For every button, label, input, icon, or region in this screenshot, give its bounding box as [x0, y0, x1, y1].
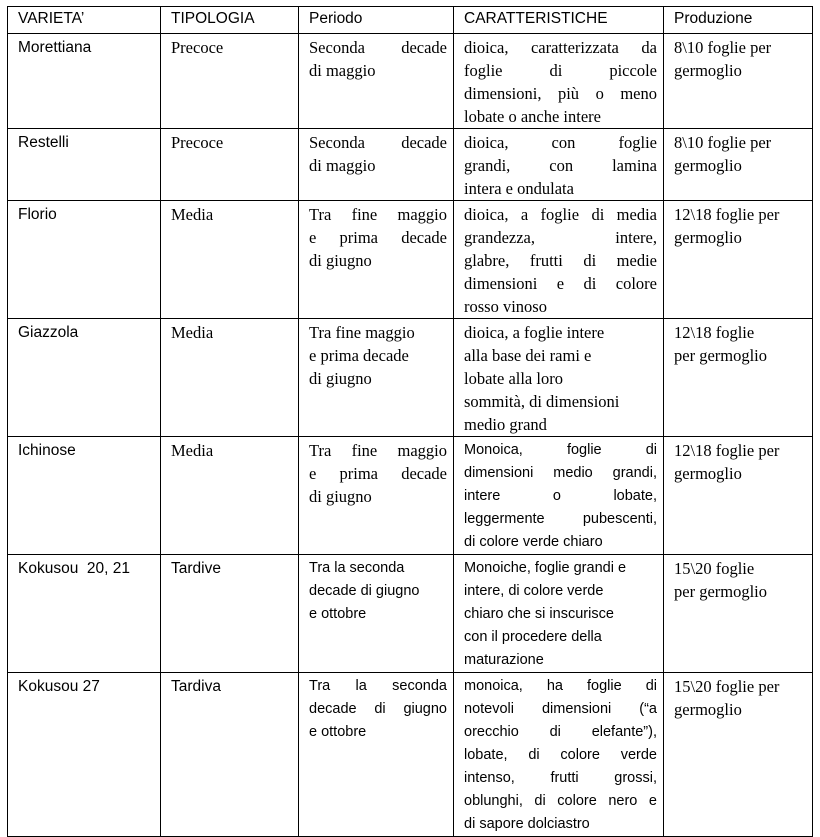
produzione-line: germoglio — [674, 228, 742, 247]
cell-caratteristiche — [454, 555, 664, 673]
table-row — [8, 673, 813, 837]
caratteristiche-line: Monoiche, foglie grandi e — [464, 560, 627, 576]
cell-varieta: Kokusou 20, 21 — [8, 555, 161, 673]
periodo-line: e prima decade — [309, 346, 409, 365]
cell-tipologia: Precoce — [161, 129, 299, 201]
produzione-line: per germoglio — [674, 582, 768, 601]
caratteristiche-line: dioica, caratterizzata da — [464, 38, 657, 57]
table-row — [8, 437, 813, 555]
cell-varieta: Giazzola — [8, 319, 161, 437]
periodo-line: decade di giugno — [309, 701, 447, 717]
cell-varieta: Restelli — [8, 129, 161, 201]
caratteristiche-line: dimensioni, più o meno — [464, 84, 657, 103]
caratteristiche-line: rosso vinoso — [464, 297, 547, 316]
periodo-line: Seconda decade — [309, 133, 447, 152]
cell-varieta: Florio — [8, 201, 161, 319]
cell-produzione — [664, 34, 813, 129]
cell-periodo — [299, 437, 454, 555]
cell-produzione — [664, 201, 813, 319]
cell-periodo — [299, 129, 454, 201]
caratteristiche-line: maturazione — [464, 652, 544, 668]
caratteristiche-line: lobate alla loro — [464, 369, 563, 388]
table-row — [8, 34, 813, 129]
table-row — [8, 319, 813, 437]
periodo-line: di maggio — [309, 156, 376, 175]
caratteristiche-line: orecchio di elefante”), — [464, 724, 657, 740]
periodo-line: Tra la seconda — [309, 678, 447, 694]
caratteristiche-line: chiaro che si inscurisce — [464, 606, 614, 622]
caratteristiche-line: dioica, con foglie — [464, 133, 657, 152]
caratteristiche-line: grandezza, intere, — [464, 228, 657, 247]
caratteristiche-line: oblunghi, di colore nero e — [464, 793, 657, 809]
caratteristiche-line: notevoli dimensioni (“a — [464, 701, 657, 717]
caratteristiche-line: grandi, con lamina — [464, 156, 657, 175]
produzione-line: 12\18 foglie — [674, 323, 755, 342]
cell-produzione — [664, 129, 813, 201]
produzione-line: 8\10 foglie per — [674, 133, 772, 152]
caratteristiche-line: intere, di colore verde — [464, 583, 604, 599]
caratteristiche-line: leggermente pubescenti, — [464, 511, 657, 527]
caratteristiche-line: alla base dei rami e — [464, 346, 592, 365]
caratteristiche-line: intera e ondulata — [464, 179, 574, 198]
caratteristiche-line: dioica, a foglie di media — [464, 205, 657, 224]
caratteristiche-line: di colore verde chiaro — [464, 534, 603, 550]
caratteristiche-line: con il procedere della — [464, 629, 602, 645]
produzione-line: germoglio — [674, 700, 742, 719]
produzione-line: 15\20 foglie — [674, 559, 755, 578]
produzione-line: 15\20 foglie per — [674, 677, 780, 696]
cell-tipologia: Precoce — [161, 34, 299, 129]
varieties-table — [7, 6, 813, 837]
cell-produzione — [664, 555, 813, 673]
caratteristiche-line: glabre, frutti di medie — [464, 251, 657, 270]
cell-produzione — [664, 673, 813, 837]
table-row — [8, 129, 813, 201]
header-caratteristiche: CARATTERISTICHE — [454, 7, 664, 34]
produzione-line: 12\18 foglie per — [674, 441, 780, 460]
produzione-line: per germoglio — [674, 346, 768, 365]
produzione-line: germoglio — [674, 61, 742, 80]
periodo-line: e prima decade — [309, 228, 447, 247]
periodo-line: decade di giugno — [309, 583, 420, 599]
cell-caratteristiche — [454, 319, 664, 437]
caratteristiche-line: dioica, a foglie intere — [464, 323, 605, 342]
table-row — [8, 555, 813, 673]
cell-periodo — [299, 673, 454, 837]
cell-produzione — [664, 319, 813, 437]
cell-varieta: Ichinose — [8, 437, 161, 555]
produzione-line: 12\18 foglie per — [674, 205, 780, 224]
header-row — [8, 7, 813, 34]
cell-caratteristiche — [454, 673, 664, 837]
cell-tipologia: Tardive — [161, 555, 299, 673]
caratteristiche-line: lobate, di colore verde — [464, 747, 657, 763]
caratteristiche-line: di sapore dolciastro — [464, 816, 590, 832]
header-varieta: VARIETA’ — [8, 7, 161, 34]
caratteristiche-line: dimensioni e di colore — [464, 274, 657, 293]
caratteristiche-line: medio grand — [464, 415, 547, 434]
cell-caratteristiche — [454, 437, 664, 555]
periodo-line: di giugno — [309, 369, 372, 388]
header-periodo: Periodo — [299, 7, 454, 34]
cell-tipologia: Media — [161, 319, 299, 437]
caratteristiche-line: lobate o anche intere — [464, 107, 601, 126]
cell-produzione — [664, 437, 813, 555]
caratteristiche-line: monoica, ha foglie di — [464, 678, 657, 694]
periodo-line: Tra fine maggio — [309, 441, 447, 460]
cell-periodo — [299, 34, 454, 129]
cell-caratteristiche — [454, 201, 664, 319]
cell-varieta: Kokusou 27 — [8, 673, 161, 837]
periodo-line: Tra la seconda — [309, 560, 405, 576]
cell-caratteristiche — [454, 129, 664, 201]
cell-tipologia: Media — [161, 201, 299, 319]
caratteristiche-line: dimensioni medio grandi, — [464, 465, 657, 481]
periodo-line: di giugno — [309, 487, 372, 506]
periodo-line: e ottobre — [309, 606, 367, 622]
table-row — [8, 201, 813, 319]
cell-tipologia: Tardiva — [161, 673, 299, 837]
header-produzione: Produzione — [664, 7, 813, 34]
cell-periodo — [299, 319, 454, 437]
produzione-line: germoglio — [674, 464, 742, 483]
periodo-line: Tra fine maggio — [309, 205, 447, 224]
caratteristiche-line: foglie di piccole — [464, 61, 657, 80]
cell-tipologia: Media — [161, 437, 299, 555]
caratteristiche-line: intenso, frutti grossi, — [464, 770, 657, 786]
cell-caratteristiche — [454, 34, 664, 129]
periodo-line: Seconda decade — [309, 38, 447, 57]
cell-periodo — [299, 555, 454, 673]
cell-periodo — [299, 201, 454, 319]
periodo-line: di giugno — [309, 251, 372, 270]
periodo-line: e prima decade — [309, 464, 447, 483]
periodo-line: Tra fine maggio — [309, 323, 415, 342]
periodo-line: di maggio — [309, 61, 376, 80]
cell-varieta: Morettiana — [8, 34, 161, 129]
produzione-line: 8\10 foglie per — [674, 38, 772, 57]
header-tipologia: TIPOLOGIA — [161, 7, 299, 34]
caratteristiche-line: intere o lobate, — [464, 488, 657, 504]
periodo-line: e ottobre — [309, 724, 367, 740]
caratteristiche-line: Monoica, foglie di — [464, 442, 657, 458]
caratteristiche-line: sommità, di dimensioni — [464, 392, 620, 411]
produzione-line: germoglio — [674, 156, 742, 175]
